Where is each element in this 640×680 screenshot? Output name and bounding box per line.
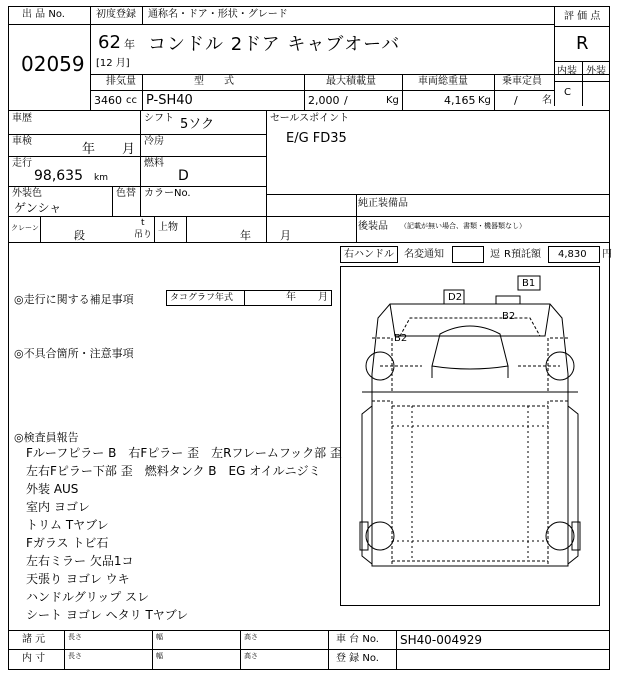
lot-label: 出 品 No.	[22, 9, 65, 20]
interior-label: 内装	[557, 66, 577, 77]
shift-label: シフト	[144, 113, 174, 124]
name-change-label: 名変通知	[404, 249, 444, 260]
reg-fee-value: 4,830	[558, 249, 587, 260]
model-name-label: 通称名・ドア・形状・グレード	[148, 9, 288, 20]
model-code-value: P-SH40	[146, 93, 193, 108]
inner-width-label: 幅	[156, 652, 163, 660]
interior-grade: C	[564, 87, 571, 98]
capacity-value: /	[514, 94, 518, 107]
sales-point-value: E/G FD35	[286, 131, 347, 146]
damage-mark-b2-left: B2	[394, 333, 408, 344]
inspector-line: ハンドルグリップ スレ	[26, 590, 150, 604]
model-code-label: 型 式	[194, 76, 234, 87]
exterior-label: 外装	[586, 66, 606, 77]
mileage-label: 走行	[12, 158, 32, 169]
displacement-label: 排気量	[106, 76, 136, 87]
history-label: 車歴	[12, 113, 32, 124]
reg-fee-label: R預託額	[504, 249, 541, 260]
inspector-line: 外装 AUS	[26, 482, 79, 496]
fuel-value: D	[178, 168, 189, 184]
inspector-line: 左右Fピラー下部 歪 燃料タンク B EG オイルニジミ	[26, 464, 321, 478]
aftermarket-label: 後装品	[358, 221, 388, 232]
mileage-unit: km	[94, 173, 108, 183]
name-change-box	[452, 246, 484, 263]
first-reg-month: [12 月]	[96, 58, 130, 69]
first-reg-label: 初度登録	[96, 9, 136, 20]
max-load-kg: Kg	[386, 95, 399, 106]
crane-stage: 段	[74, 229, 85, 242]
damage-mark-b2-right: B2	[502, 311, 516, 322]
inner-dims-label: 内 寸	[22, 653, 46, 664]
chassis-label: 車 台 No.	[336, 634, 379, 645]
capacity-unit: 名	[542, 95, 552, 106]
gross-weight-label: 車両総重量	[418, 76, 468, 87]
inspector-line: 室内 ヨゴレ	[26, 500, 90, 514]
driving-notes-heading: ◎走行に関する補足事項	[14, 293, 134, 306]
tacho-label: タコグラフ年式	[170, 293, 234, 303]
excess-label: 逗	[490, 249, 500, 260]
grade-label: 評 価 点	[564, 11, 601, 22]
inspector-heading: ◎検査員報告	[14, 431, 79, 444]
inspector-line: Fルーフピラー B 右Fピラー 歪 左Rフレームフック部 歪	[26, 446, 342, 460]
gross-weight-unit: Kg	[478, 95, 491, 106]
lot-number: 02059	[21, 52, 85, 76]
inner-length-label: 長さ	[68, 652, 82, 660]
inspector-line: トリム Tヤブレ	[26, 518, 109, 532]
dims-label: 諸 元	[22, 634, 46, 645]
crane-lift: 吊り	[134, 230, 153, 240]
inspection-sheet	[8, 6, 610, 670]
ext-color-value: ゲンシャ	[14, 201, 62, 215]
capacity-label: 乗車定員	[502, 76, 542, 87]
grade-value: R	[576, 33, 589, 54]
inspector-line: シート ヨゴレ ヘタリ Tヤブレ	[26, 608, 189, 622]
damage-mark-b1: B1	[522, 278, 536, 289]
sales-point-label: セールスポイント	[270, 113, 350, 124]
tacho-month: 月	[318, 292, 328, 303]
crane-label: クレーン	[11, 224, 39, 232]
inspection-label: 車検	[12, 136, 32, 147]
ext-color-label: 外装色	[12, 188, 42, 199]
reg-fee-unit: 円	[602, 249, 612, 260]
first-reg-year: 62	[98, 32, 121, 53]
inspection-year: 年	[82, 142, 96, 157]
genuine-label: 純正装備品	[358, 198, 408, 209]
max-load-label: 最大積載量	[326, 76, 376, 87]
gross-weight-value: 4,165	[444, 94, 476, 107]
body-year: 年	[240, 229, 251, 242]
reg-no-label: 登 録 No.	[336, 653, 379, 664]
displacement-unit: cc	[126, 95, 137, 106]
color-no-label: 色替	[116, 188, 136, 199]
color-code-label: カラーNo.	[144, 188, 191, 199]
max-load-slash: /	[344, 94, 348, 107]
crane-t: t	[141, 218, 145, 228]
mileage-value: 98,635	[34, 168, 83, 184]
damage-mark-d2: D2	[448, 292, 463, 303]
tacho-year: 年	[286, 292, 296, 303]
body-month: 月	[280, 229, 291, 242]
aircon-label: 冷房	[144, 136, 164, 147]
aftermarket-note: （記載が無い場合、書類・機器類なし）	[400, 222, 526, 230]
length-label: 長さ	[68, 633, 82, 641]
inner-height-label: 高さ	[244, 652, 258, 660]
inspector-line: Fガラス トビ石	[26, 536, 109, 550]
model-name: コンドル 2ドア キャブオーバ	[148, 34, 401, 55]
body-label: 上物	[158, 222, 178, 233]
chassis-number: SH40-004929	[400, 633, 483, 647]
fuel-label: 燃料	[144, 158, 164, 169]
inspector-line: 天張り ヨゴレ ウキ	[26, 572, 130, 586]
displacement-value: 3460	[94, 94, 122, 107]
inspection-month: 月	[122, 142, 136, 157]
max-load-value: 2,000	[308, 94, 340, 107]
rhd-text: 右ハンドル	[344, 249, 394, 260]
width-label: 幅	[156, 633, 163, 641]
year-unit: 年	[124, 38, 135, 51]
height-label: 高さ	[244, 633, 258, 641]
truck-diagram	[340, 266, 600, 606]
shift-value: 5ソク	[180, 117, 215, 132]
defects-heading: ◎不具合箇所・注意事項	[14, 347, 134, 360]
inspector-line: 左右ミラー 欠品1コ	[26, 554, 134, 568]
